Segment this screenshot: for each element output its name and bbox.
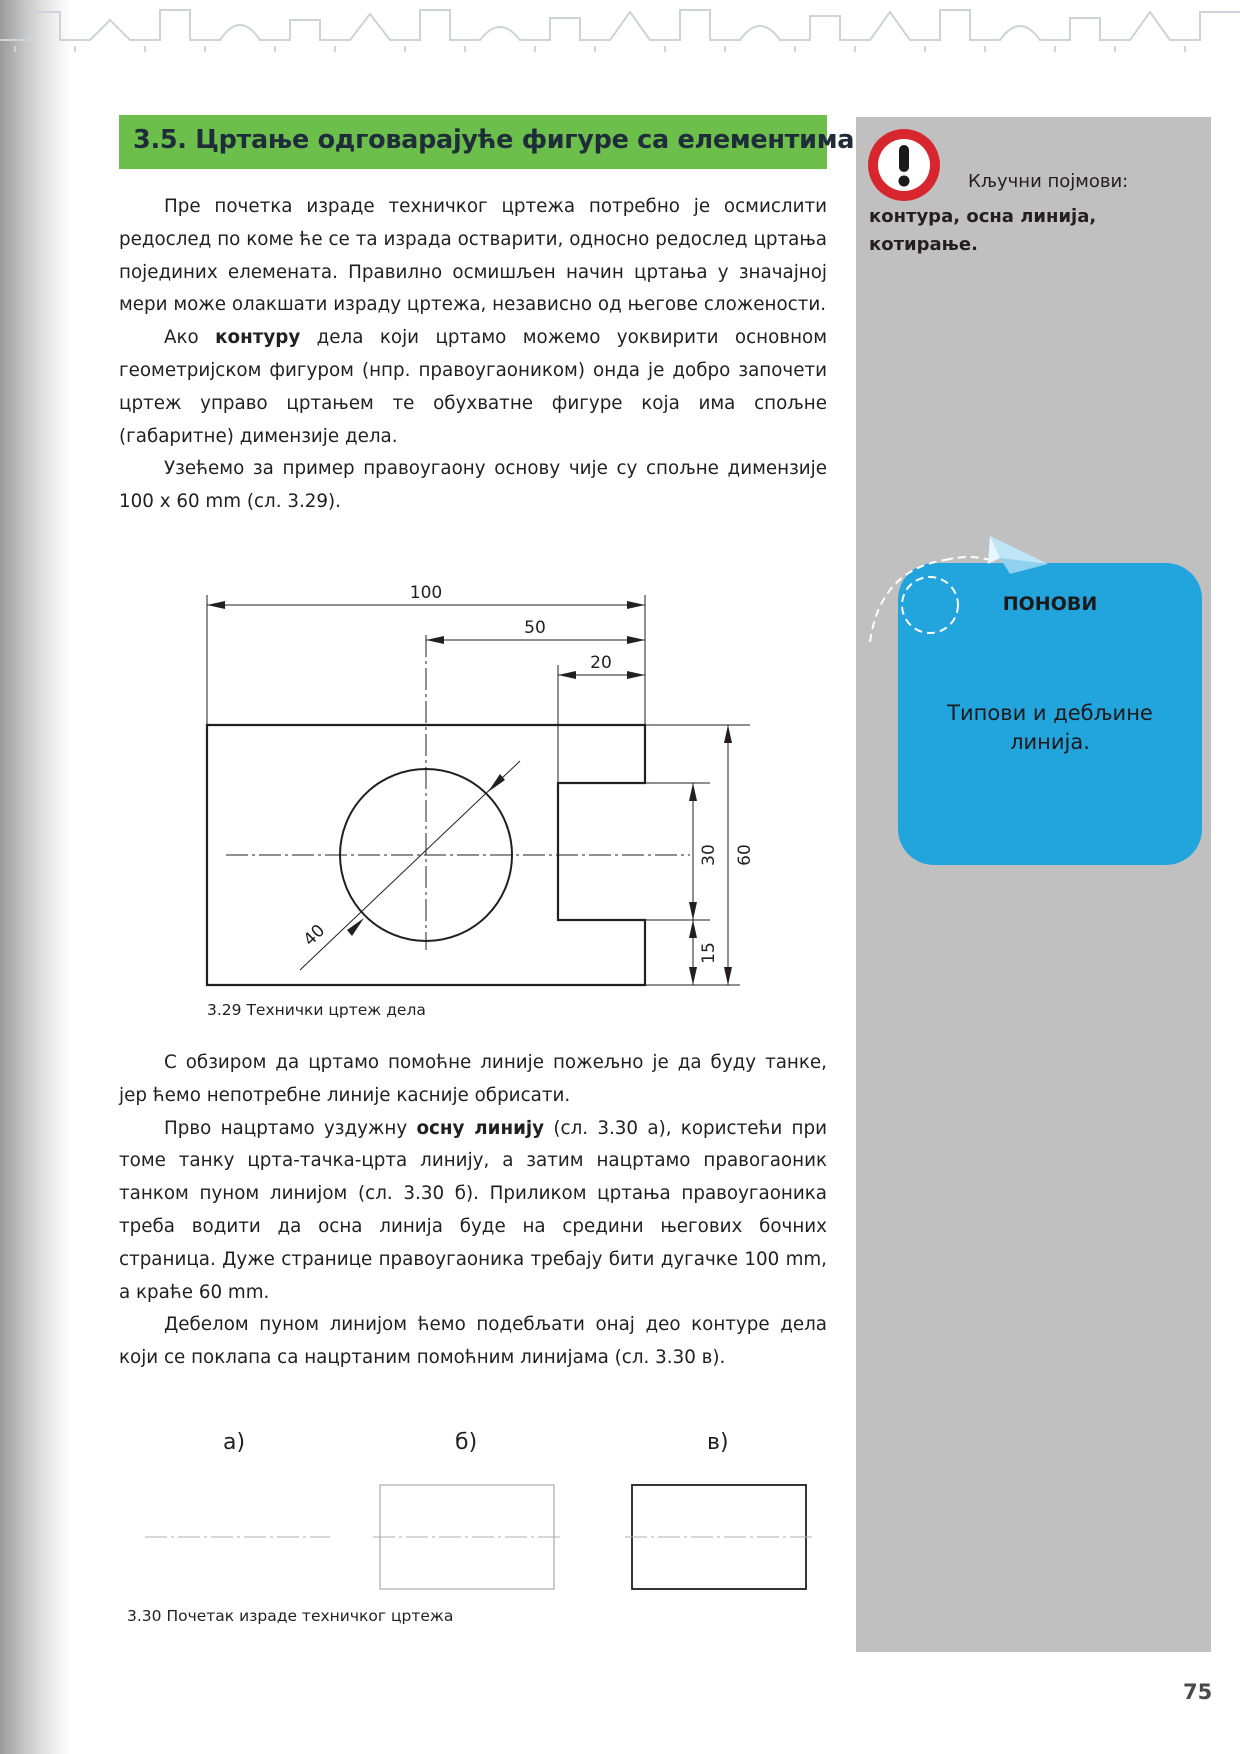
alert-icon bbox=[865, 126, 943, 204]
section-title-bar bbox=[119, 115, 855, 169]
emphasized-term: осну линију bbox=[416, 1117, 545, 1139]
paragraph-text: Прво нацртамо уздужну bbox=[164, 1117, 417, 1139]
paragraph bbox=[119, 1047, 827, 1113]
paragraph-text: Пре почетка израде техничког цртежа потребно је осмислити редослед по коме ће се та израда остварити, односно редослед цртања појединих елемената. Правилно осмишљен начин цртања у значајној мери може олакшати израду цртежа, независно од његове сложености. bbox=[119, 196, 827, 316]
figure-3-30-label-b: б) bbox=[455, 1430, 478, 1455]
figure-3-30-caption: 3.30 Почетак израде техничког цртежа bbox=[127, 1607, 454, 1625]
dim-30: 30 bbox=[699, 844, 719, 866]
paragraph-text: Ако bbox=[164, 327, 216, 349]
paragraph bbox=[119, 453, 827, 519]
figure-3-29-drawing bbox=[190, 575, 755, 995]
body-text-bottom bbox=[119, 1047, 827, 1375]
review-text: Типови и дебљине линија. bbox=[947, 701, 1153, 754]
paper-plane-icon bbox=[860, 530, 1050, 650]
dim-50: 50 bbox=[524, 618, 546, 638]
dim-100: 100 bbox=[409, 583, 443, 603]
dim-20: 20 bbox=[590, 653, 612, 673]
sidebar bbox=[856, 117, 1211, 1652]
page-gutter-shadow bbox=[0, 0, 70, 1754]
paragraph-text: (сл. 3.30 а), користећи при томе танку црта-тачка-црта линију, а затим нацртамо правогаоник танком пуном линијом (сл. 3.30 б). Приликом цртања правоугаоника треба водити да осна линија буде на средини његових бочних страница. Дуже странице правоугаоника требају бити дугачке 100 mm, а краће 60 mm. bbox=[119, 1117, 827, 1303]
paragraph bbox=[119, 322, 827, 453]
key-terms-label: Кључни појмови: bbox=[968, 171, 1129, 192]
dim-15: 15 bbox=[699, 942, 719, 964]
paragraph bbox=[119, 1113, 827, 1310]
paragraph-text: Узећемо за пример правоугаону основу чије су спољне димензије 100 x 60 mm (сл. 3.29). bbox=[119, 458, 827, 513]
paragraph bbox=[119, 1309, 827, 1375]
dim-60: 60 bbox=[735, 844, 755, 866]
figure-3-30-label-a: а) bbox=[223, 1430, 246, 1455]
decorative-header-pattern bbox=[0, 0, 1240, 56]
section-title: 3.5. Цртање одговарајуће фигуре са елементима bbox=[133, 125, 855, 155]
dim-40: 40 bbox=[299, 920, 330, 951]
key-terms: контура, осна линија, котирање. bbox=[869, 206, 1097, 255]
figure-3-30-label-v: в) bbox=[707, 1430, 729, 1455]
body-text-top bbox=[119, 191, 827, 519]
figure-3-29-caption: 3.29 Технички цртеж дела bbox=[207, 1001, 426, 1019]
paragraph-text: Дебелом пуном линијом ћемо подебљати онај део контуре дела који се поклапа са нацртаним помоћним линијама (сл. 3.30 в). bbox=[119, 1314, 827, 1369]
paragraph-text: дела који цртамо можемо уоквирити основном геометријском фигуром (нпр. правоугаоником) онда је добро започети цртеж управо цртањем те обухватне фигуре која има спољне (габаритне) димензије дела. bbox=[119, 327, 827, 447]
emphasized-term: контуру bbox=[215, 327, 301, 349]
figure-3-30-drawings bbox=[130, 1475, 830, 1595]
paragraph bbox=[119, 191, 827, 322]
page-number: 75 bbox=[1183, 1680, 1213, 1704]
paragraph-text: С обзиром да цртамо помоћне линије пожељно је да буду танке, јер ћемо непотребне линије касније обрисати. bbox=[119, 1052, 827, 1106]
review-title: ПОНОВИ bbox=[1002, 593, 1098, 615]
